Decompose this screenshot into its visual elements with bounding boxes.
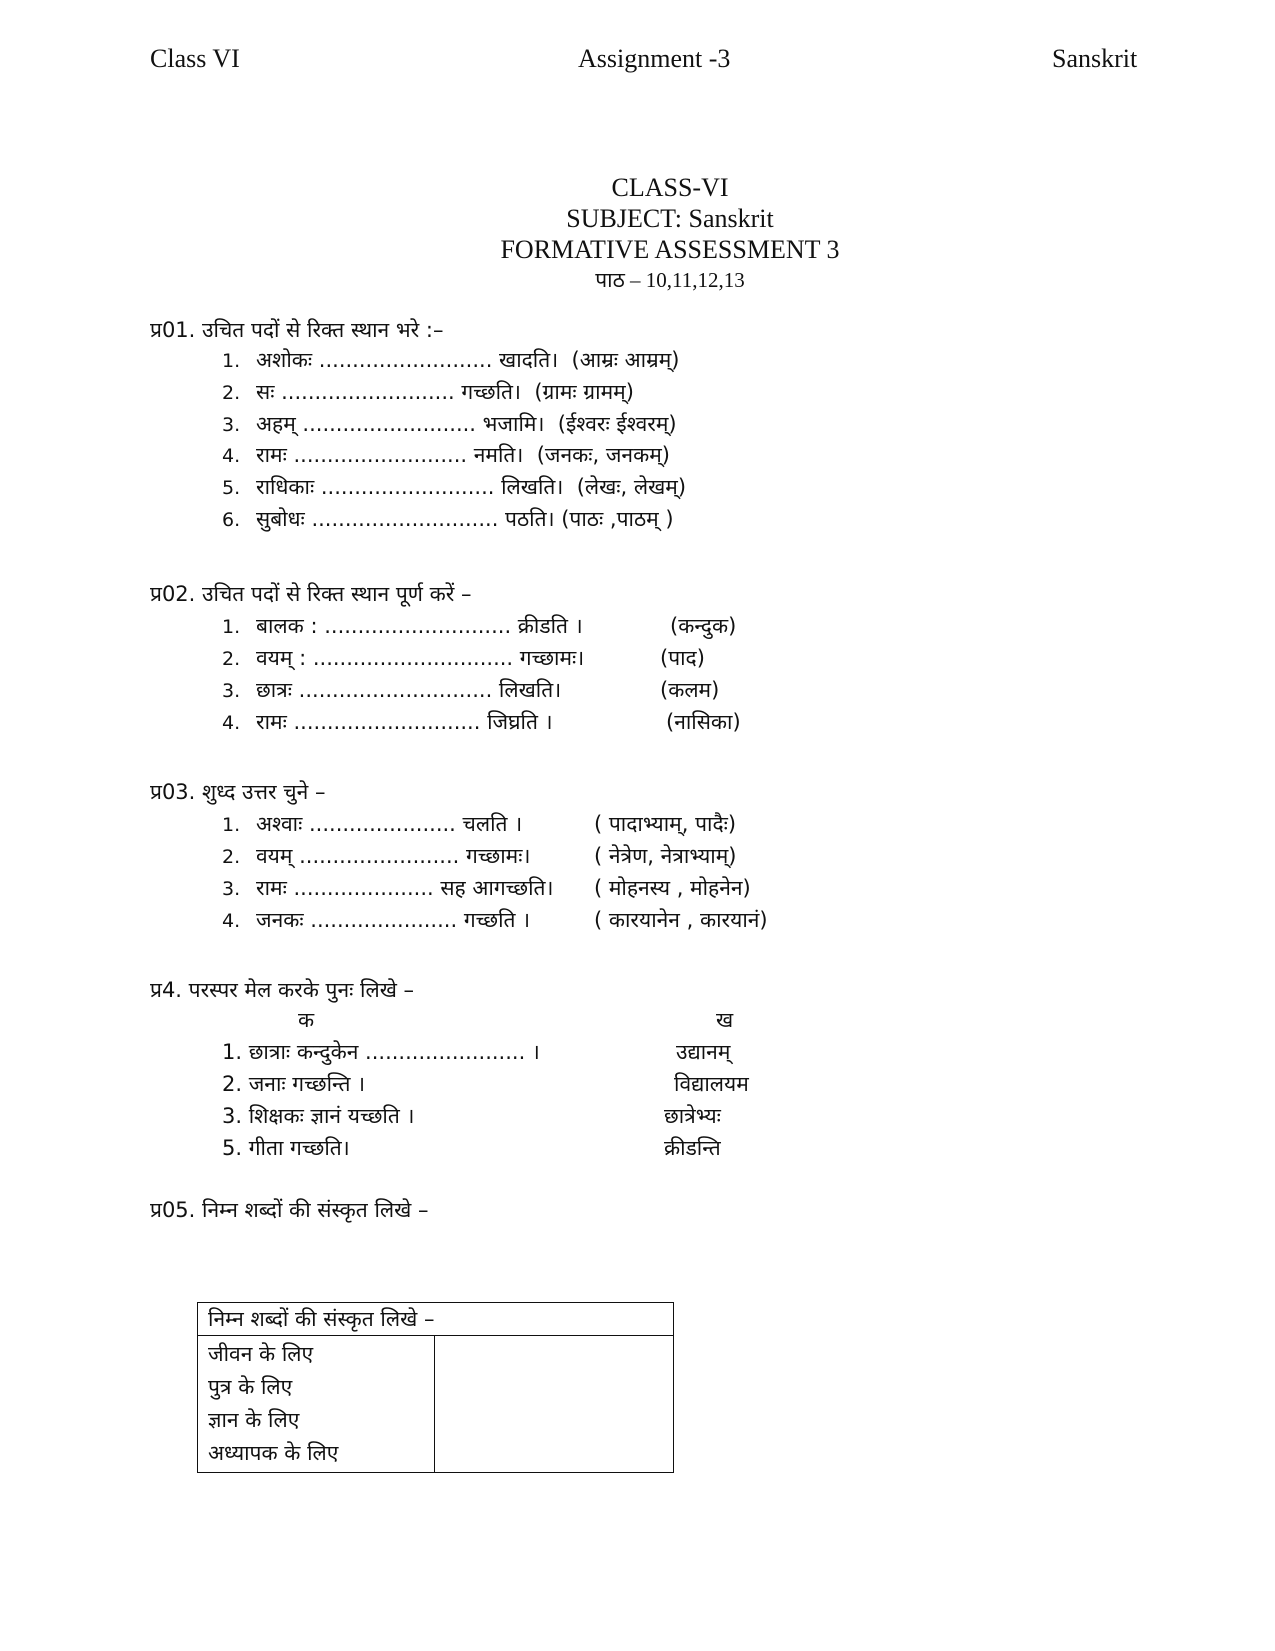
q3-option: ( कारयानेन , कारयानं) xyxy=(594,908,768,932)
q3-item: 2. वयम् ........................ गच्छामः। xyxy=(222,844,531,868)
q5-answer-table xyxy=(197,1302,674,1473)
q2-option: (नासिका) xyxy=(666,710,741,734)
header-class: Class VI xyxy=(150,44,240,73)
q2-option: (कन्दुक) xyxy=(670,614,737,638)
title-lessons: पाठ – 10,11,12,13 xyxy=(595,268,745,292)
q5-word: ज्ञान के लिए xyxy=(208,1408,300,1432)
header-subject: Sanskrit xyxy=(1052,44,1138,73)
q3-heading: प्र03. शुध्द उत्तर चुने – xyxy=(150,780,326,804)
q4-right-item: क्रीडन्ति xyxy=(664,1136,721,1160)
q2-option: (पाद) xyxy=(660,646,705,670)
q4-column-a-heading: क xyxy=(298,1008,315,1032)
q4-left-item: 2. जनाः गच्छन्ति । xyxy=(222,1072,366,1096)
q4-left-item: 3. शिक्षकः ज्ञानं यच्छति । xyxy=(222,1104,415,1128)
q3-item: 4. जनकः ...................... गच्छति । xyxy=(222,908,531,932)
title-class: CLASS-VI xyxy=(611,173,729,202)
q3-item: 3. रामः ..................... सह आगच्छति। xyxy=(222,876,554,900)
q1-item: 2. सः .......................... गच्छति। (ग्रामः ग्रामम्) xyxy=(222,380,634,404)
q2-heading: प्र02. उचित पदों से रिक्त स्थान पूर्ण करें – xyxy=(150,582,472,606)
q1-item: 6. सुबोधः ............................ पठति। (पाठः ,पाठम् ) xyxy=(222,507,674,531)
q3-item: 1. अश्वाः ...................... चलति । xyxy=(222,812,523,836)
q1-item: 3. अहम् .......................... भजामि। (ईश्वरः ईश्वरम्) xyxy=(222,412,677,436)
q4-heading: प्र4. परस्पर मेल करके पुनः लिखे – xyxy=(150,978,415,1002)
q2-item: 2. वयम् : .............................. गच्छामः। xyxy=(222,646,585,670)
q4-column-b-heading: ख xyxy=(716,1008,734,1032)
q3-option: ( नेत्रेण, नेत्राभ्याम्) xyxy=(594,844,737,868)
q5-word: जीवन के लिए xyxy=(208,1342,314,1366)
q5-word: अध्यापक के लिए xyxy=(208,1441,339,1465)
q2-item: 3. छात्रः ............................. लिखति। xyxy=(222,678,562,702)
q1-item: 1. अशोकः .......................... खादति। (आम्रः आम्रम्) xyxy=(222,348,680,372)
q3-option: ( पादाभ्याम्, पादैः) xyxy=(594,812,737,836)
title-assessment: FORMATIVE ASSESSMENT 3 xyxy=(500,235,840,264)
q1-item: 5. राधिकाः .......................... लिखति। (लेखः, लेखम्) xyxy=(222,475,687,499)
q5-answer-cell[interactable] xyxy=(435,1336,674,1473)
title-block xyxy=(440,172,900,296)
q2-option: (कलम) xyxy=(660,678,720,702)
q1-item: 4. रामः .......................... नमति। (जनकः, जनकम्) xyxy=(222,443,670,467)
q5-word: पुत्र के लिए xyxy=(208,1375,293,1399)
q5-table-heading: निम्न शब्दों की संस्कृत लिखे – xyxy=(198,1303,674,1336)
q4-right-item: उद्यानम् xyxy=(676,1040,731,1064)
q4-left-item: 1. छात्राः कन्दुकेन ........................ । xyxy=(222,1040,540,1064)
q4-left-item: 5. गीता गच्छति। xyxy=(222,1136,350,1160)
q3-option: ( मोहनस्य , मोहनेन) xyxy=(594,876,751,900)
q4-right-item: छात्रेभ्यः xyxy=(664,1104,721,1128)
q4-right-item: विद्यालयम xyxy=(674,1072,749,1096)
q2-item: 1. बालक : ............................ क्रीडति । xyxy=(222,614,583,638)
q5-heading: प्र05. निम्न शब्दों की संस्कृत लिखे – xyxy=(150,1198,429,1222)
title-subject: SUBJECT: Sanskrit xyxy=(566,204,774,233)
header-assignment: Assignment -3 xyxy=(578,44,731,73)
q2-item: 4. रामः ............................ जिघ्रति । xyxy=(222,710,553,734)
q5-words-cell xyxy=(198,1336,435,1473)
q1-heading: प्र01. उचित पदों से रिक्त स्थान भरे :– xyxy=(150,318,444,342)
